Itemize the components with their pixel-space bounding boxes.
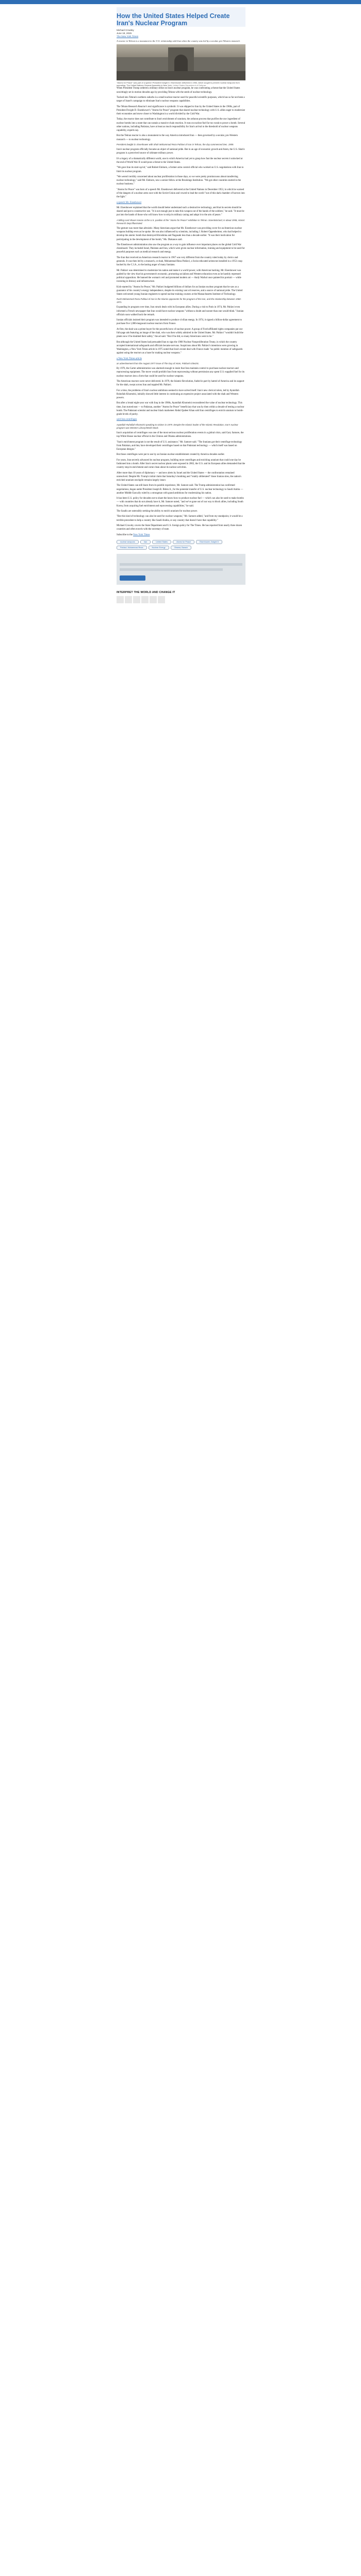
paragraph: Mr. Pahlavi was determined to modernize his nation and make it a world power, with American backing. Mr. Eisenhower was guided by the view that his government's economic, promoting socialism and Western education even as he harshly repressed political opposition. He banned the woman's veil and promoted modern art — Andy Warhol once painted his portrait — while investing in literacy and infrastructure. (117, 269, 241, 283)
paragraph: After more than 10 years of diplomacy — and new alerts by Israel and the United States — the confrontation remained unresolved. Despite Mr. Trump's initial claim that Saturday's bombing and "totally obliterated" those Iranian sites, the nation's enriched uranium stockpile remains largely intact. (117, 471, 241, 482)
paragraph: Iran's nuclear program officially became an object of national pride. But in an age of economic growth and Atom, the U.S. Shah's program is a perceived source of ultimate military power. (117, 148, 245, 155)
speech-link[interactable]: a speech Mr. Eisenhower (117, 201, 142, 204)
promo-button[interactable] (120, 575, 145, 581)
tag-item[interactable]: United States (152, 540, 171, 544)
paragraph: But after a brutal eight-year war with Iraq in the 1980s, Ayatollah Khomeini reconsidered the value of nuclear technology. This time, Iran turned east — to Pakistan, another "Atoms for Peace" beneficiary that was by then within a decade of testing a nuclear bomb. The Pakistani scientist and nuclear black marketeer Abdul Qadeer Khan sold Iran centrifuges to enrich uranium to bomb-grade levels of purity. (117, 402, 244, 416)
tag-item[interactable]: Iran (140, 540, 151, 544)
hero-credit: United States Department of Defense (172, 84, 206, 87)
paragraph: "But this kind of technology can also be used for nuclear weapons," Mr. Samore added, "and from my standpoint, it would be a terrible precedent to help a country like Saudi Arabia, or any country that doesn't have that capability." (117, 515, 243, 522)
paragraph: "Iran's enrichment program is not the result of U.S. assistance," Mr. Samore said. "The Iranians got their centrifuge technology from Pakistan, and they have developed their centrifuges based on that Pakistani technology — which itself was based on European designs." (117, 440, 242, 451)
hero-image (117, 44, 245, 80)
centrifuge-link[interactable]: sold Iran centrifuges (117, 418, 137, 421)
paragraph: The Iran that received an American research reactor in 1967 was very different from the country ruled today by clerics and generals. It was then led by a monarch, or shah, Mohammad Reza Pahlavi, a Swiss-educated aristocrat installed in a 1953 coup backed by the C.I.A., to the lasting anger of many Iranians. (117, 256, 242, 267)
related-caption: A billing card shows Iranian at the U.S. pavilion of the "Atoms for Peace" exhibition in Tehran. Scientists/and, in about 1958, Atomic Research Dept./lllustrated. (117, 218, 245, 225)
speech-link-row (117, 201, 245, 205)
footer-thumbnail[interactable] (158, 596, 165, 603)
footer-thumbnail[interactable] (133, 596, 140, 603)
paragraph: "Atoms for Peace" was born of a speech Mr. Eisenhower delivered at the United Nations in December 1953, in which he warned of the dangers of a nuclear arms race with the Soviet Union and vowed to lead the world "out of this dark chamber of horrors into the light." (117, 188, 245, 199)
related-caption: Rush Mohammed Reza Pahlavi of Iran in the Islamic opponents for the program of the Iran, and the relationship between 1960-1971. (117, 298, 241, 304)
related-caption: Ayatollah Ruhollah Khomeini speaking to visitors in 1979. Despite the Islamic leader of the Islamic Revolution, Iran's nuclear program was Western Library/World Stock. (117, 423, 238, 429)
hero-ground (117, 71, 245, 80)
paragraph: By 1976, the Carter administration was alarmed enough to insist that Iran maintain control to purchase nuclear reactors and reprocessing equipment. The move would prohibit Iran from reprocessing without permission any spent U.S.-supplied fuel for its nuclear reactors into a form that could be used for nuclear weapons. (117, 367, 245, 378)
tag-item[interactable]: Obama, Barack (171, 546, 191, 550)
footer-thumbnail[interactable] (150, 596, 157, 603)
top-accent-bar (0, 0, 361, 4)
paragraph: The gesture was more than altruistic. Many historians argue that Mr. Eisenhower was providing cover for an American nuclear weapons buildup even as he spoke. He was also influenced by scientists, including J. Robert Oppenheimer, who had helped to develop the atomic bomb that destroyed Hiroshima and Nagasaki less than a decade earlier. "It was their motivation for participating in the development of the bomb," Ms. Diakanos said. (117, 227, 242, 241)
paragraph: Kick-started by "Atoms for Peace," Mr. Pahlavi budgeted billions of dollars for an Iranian nuclear program that he saw as a guarantor of his country's energy independence, despite its existing vast oil reserves, and a source of national pride. The United States welcomed young Iranian engineers to spend nuclear training courses at the Massachusetts Institute of Technology. (117, 285, 243, 296)
paragraph: "We weren't terribly concerned about nuclear proliferation in those days, so we were pretty promiscuous about transferring nuclear technology," said Mr. Einhorn, now a senior fellow at the Brookings Institution. "We got other countries started in the nuclear business." (117, 175, 241, 186)
paragraph: Tucked into Tehran's northern suburbs is a small nuclear reactor used for peaceful scientific purposes, which has so far not been a target of Israel's campaign to eliminate Iran's nuclear weapons capabilities. (117, 96, 245, 103)
paragraph: Michael Crowley covers the State Department and U.S. foreign policy for The Times. He has reported from nearly three dozen countries and often travels with the secretary of state. (117, 524, 242, 531)
tag-item[interactable]: nuclear weapons (117, 540, 139, 544)
tag-item[interactable]: Pahlavi, Mohammad Reza (117, 546, 147, 550)
paragraph: Iranian officials insisted their program was intended to produce civilian energy. In 1974, it signed a billion-dollar agreement to purchase five 1,000-megawatt nuclear reactors from France. (117, 319, 242, 326)
hero-caption-text: "Atoms for Peace" was part of a speech President Dwight D. Eisenhower delivered in 1953, which sought to prevent nuclear weapons from spreading. The United Nations General Assembly in New York. (117, 81, 240, 87)
paragraph: The American reactors were never delivered. In 1979, the Islamic Revolution, fueled in part by hatred of America and its support for the shah, swept across Iran and toppled Mr. Pahlavi. (117, 380, 244, 387)
paragraph: For years, Iran secretly advanced its nuclear program, building more centrifuges and enriching uranium that could one day be fashioned into a bomb. After Iran's secret nuclear plants were exposed in 2002, the U.S. and its European allies demanded that the country stop its enrichment and come clean about its nuclear activities. (117, 459, 245, 469)
publication-link[interactable]: The New York Times (117, 35, 139, 38)
subscribe-link[interactable]: New York Times (133, 533, 150, 536)
hero-caption (117, 81, 245, 87)
tag-item[interactable]: Nuclear Energy (149, 546, 169, 550)
byline (117, 29, 245, 38)
paragraph: When President Trump ordered a military strike on Iran's nuclear program, he was confronting a threat that the United States unwittingly set in motion decades ago by providing Tehran with the seeds of nuclear technology. (117, 87, 240, 94)
paragraph: But although the United States had persuaded Iran to sign the 1968 Nuclear Nonproliferation Treaty, in which the country accepted international safeguards and officials became nervous. Suspicions about Mr. Pahlavi's intentions were growing in Washington, a New York Times article in 1975 noted that Iran's recent deal with France made "no public mention of safeguards against using the reactors as a base for making nuclear weapons." (117, 341, 243, 355)
article-headline: How the United States Helped Create Iran's Nuclear Program (117, 7, 245, 27)
paragraph: Mr. Eisenhower explained that the world should better understand such a destructive technology, and that its secrets should be shared and put to constructive use. "It is not enough just to take this weapon out of the hands of the soldiers," he said. "It must be put into the hands of those who will know how to strip its military casing and adapt it to the arts of peace." (117, 206, 244, 217)
paragraph: The United States can still learn from its painful experience, Mr. Samore said. The Trump administration has confirmed negotiations, began under President Joseph R. Biden Jr., for the potential transfer of U.S. nuclear technology to Saudi Arabia — another Middle East ally ruled by a strongman with grand ambitions for modernizing his nation. (117, 484, 243, 495)
tag-item[interactable]: Atoms for Peace (173, 540, 194, 544)
tag-list (117, 540, 245, 550)
footer-heading: INTERPRET THE WORLD AND CHANGE IT (117, 590, 175, 594)
paragraph: The Eisenhower administration also saw the program as a way to gain influence over important places on the global Cold War chessboard. They included Israel, Pakistan and Iran, which were given nuclear information, training and equipment to be used for peaceful purposes such as medical research and energy. (117, 243, 245, 254)
paragraph: It has been U.S. policy for decades not to share the know-how to produce nuclear fuel — which can also be used to make bombs — with countries that do not already have it, Mr. Samore noted, "and we've gone out of our way to block allies, including South Korea, from acquiring fuel enrichment and reprocessing capabilities," he said. (117, 497, 244, 507)
article-body (117, 87, 245, 536)
paragraph: Today, the reactor does not contribute to Iran's enrichment of uranium, the arduous process that purifies the raw ingredient of nuclear bombs into a state that can sustain a massive chain reaction. It runs on nuclear fuel far too weak to power a bomb. Several other nations, including Pakistan, have at least as much responsibility for Iran's arrival to the threshold of nuclear weapons capability, experts say. (117, 118, 245, 132)
paragraph: Expanding its program over time, Iran struck deals with its European allies. During a visit to Paris in 1974, Mr. Pahlavi even informed a French newspaper that Iran would have nuclear weapons "without a doubt and sooner than one would think." Iranian officials soon walked back the remark. (117, 306, 244, 316)
promo-banner[interactable] (117, 554, 245, 585)
paragraph: But those centrifuges were put to use by an Iranian nuclear establishment created by America decades earlier. (117, 453, 225, 456)
related-caption: an advertisement from the August 1977 issue of The Day of Atom, Pahlavi's Electric. (117, 362, 200, 365)
paragraph: It's a legacy of a dramatically different world, one in which America had yet to grasp how fast the nuclear secrets it unlocked at the end of World War II would pose a threat to the United States. (117, 157, 243, 164)
times-article-link[interactable]: a New York Times article (117, 357, 142, 360)
related-caption: President Dwight D. Eisenhower with Shah Mohammad Reza Pahlavi of Iran in Tehran, the day commenced Dec. 1959. (117, 143, 234, 146)
promo-stripe (120, 563, 242, 566)
footer-thumbnail[interactable] (117, 596, 124, 603)
footer-thumbnails (117, 596, 245, 603)
paragraph: The Tehran Research Reactor's real significance is symbolic: It was shipped to Iran by the United States in the 1960s, part of President Dwight D. Eisenhower's "Atoms for Peace" program that shared nuclear technology with U.S. allies eager to modernize their economies and move closer to Washington in a world divided by the Cold War. (117, 105, 245, 115)
paragraph: "We gave Iran its start-up kit," said Robert Einhorn, a former arms control official who worked on U.S. negotiations with Iran to limit its nuclear program. (117, 166, 244, 173)
subscribe-prefix: Subscribe to the (117, 533, 133, 536)
publish-date: June 19, 2025 (117, 31, 132, 35)
footer-thumbnail[interactable] (125, 596, 132, 603)
times-link-row (117, 357, 245, 361)
article-page (117, 7, 245, 603)
paragraph: For a time, the problems of Iran's nuclear ambitions seemed to have solved itself. Iran's new clerical rulers, led by Ayatollah Ruhollah Khomeini, initially showed little interest in continuing an expensive project associated with the shah and Western powers. (117, 389, 239, 400)
subscribe-row (117, 533, 245, 537)
paragraph: Iran's acquisition of centrifuges was one of the most serious nuclear proliferation events in a global crisis, said Gary Samore, the top White House nuclear official in the Clinton and Obama administrations. (117, 432, 244, 438)
article-dek: A reactor in Tehran is a monument to the U.S. relationship with Iran when the country was led by a secular, pro-Western monarch. (117, 40, 240, 43)
promo-stripe (120, 568, 223, 571)
author-name: Michael Crowley (117, 29, 134, 31)
centrifuge-link-row (117, 418, 245, 421)
footer-thumbnail[interactable] (141, 596, 149, 603)
paragraph: At first, the shah was a prime buyer for the powerful new of nuclear power. A group of Ford-affiliated rights companies put out full-page ads featuring an image of the shah, who was then widely admired in the United States. Mr. Pahlavi "wouldn't build the plants now if he doubted their safety," the ad said. "But if he did, so many Americans went to be." (117, 328, 243, 338)
paragraph: But the Tehran reactor is also a monument to the way America introduced Iran — then governed by a secular, pro-Western monarch — to nuclear technology. (117, 134, 238, 141)
tag-item[interactable]: Eisenhower, Dwight D (196, 540, 222, 544)
paragraph: The Saudis are ostensibly seeking the ability to enrich uranium for nuclear power. (117, 510, 198, 513)
